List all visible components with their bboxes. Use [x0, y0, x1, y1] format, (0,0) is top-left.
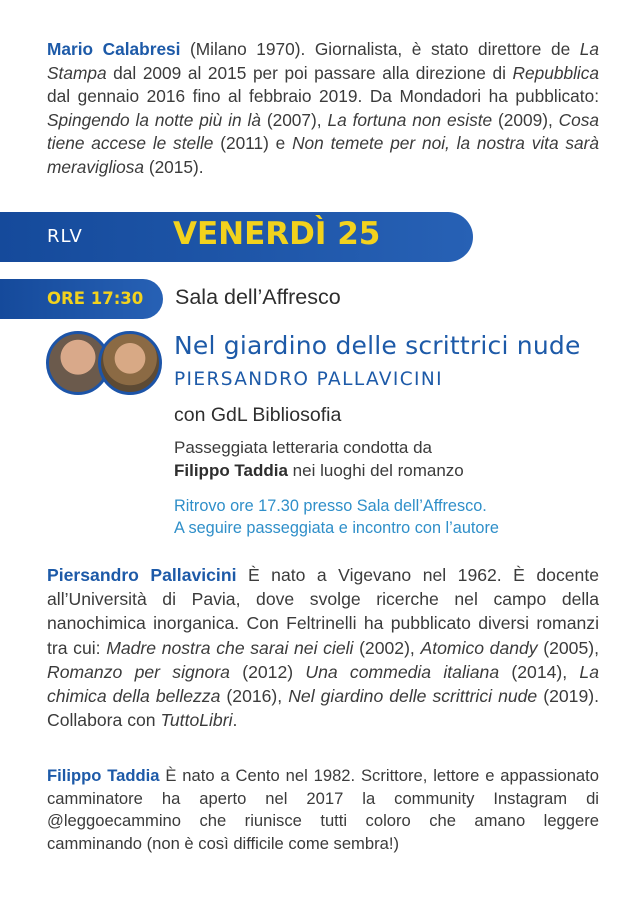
guide-name: Filippo Taddia	[174, 460, 288, 480]
author-photos	[46, 331, 160, 395]
author-name: Piersandro Pallavicini	[47, 565, 237, 585]
author-name: Filippo Taddia	[47, 766, 160, 785]
meeting-info: Ritrovo ore 17.30 presso Sala dell’Affresco. A seguire passeggiata e incontro con l’autore	[174, 497, 499, 537]
bio-pallavicini: Piersandro Pallavicini È nato a Vigevano nel 1962. È docente all’Università di Pavia, dove svolge ricerche nel campo della nanochimica inorganica. Con Feltrinelli ha pubblicato diversi romanzi tra cui: Madre nostra che sarai nei cieli (2002), Atomico dandy (2005), Romanzo per signora (2012) Una commedia italiana (2014), La chimica della bellezza (2016), Nel giardino delle scrittrici nude (2019). Collabora con TuttoLibri.	[47, 565, 599, 731]
rlv-logo: RLV	[47, 226, 83, 247]
bio-taddia: Filippo Taddia È nato a Cento nel 1982. Scrittore, lettore e appassionato camminatore ha aperto nel 2017 la community Instagram di @leggoecammino che riunisce tutti coloro che amano leggere camminando (non è così difficile come sembra!)	[47, 766, 600, 853]
event-partner: con GdL Bibliosofia	[174, 404, 342, 426]
day-heading: VENERDÌ 25	[173, 216, 381, 252]
event-time: ORE 17:30	[47, 289, 144, 308]
avatar-taddia	[98, 331, 162, 395]
event-author: PIERSANDRO PALLAVICINI	[174, 369, 443, 390]
event-title: Nel giardino delle scrittrici nude	[174, 331, 581, 360]
event-description: Passeggiata letteraria condotta da Filippo Taddia nei luoghi del romanzo	[174, 438, 464, 480]
event-venue: Sala dell’Affresco	[175, 285, 341, 309]
author-name: Mario Calabresi	[47, 39, 181, 59]
bio-calabresi: Mario Calabresi (Milano 1970). Giornalista, è stato direttore de La Stampa dal 2009 al 2015 per poi passare alla direzione di Repubblica dal gennaio 2016 fino al febbraio 2019. Da Mondadori ha pubblicato: Spingendo la notte più in là (2007), La fortuna non esiste (2009), Cosa tiene accese le stelle (2011) e Non temete per noi, la nostra vita sarà meravigliosa (2015).	[47, 39, 600, 177]
